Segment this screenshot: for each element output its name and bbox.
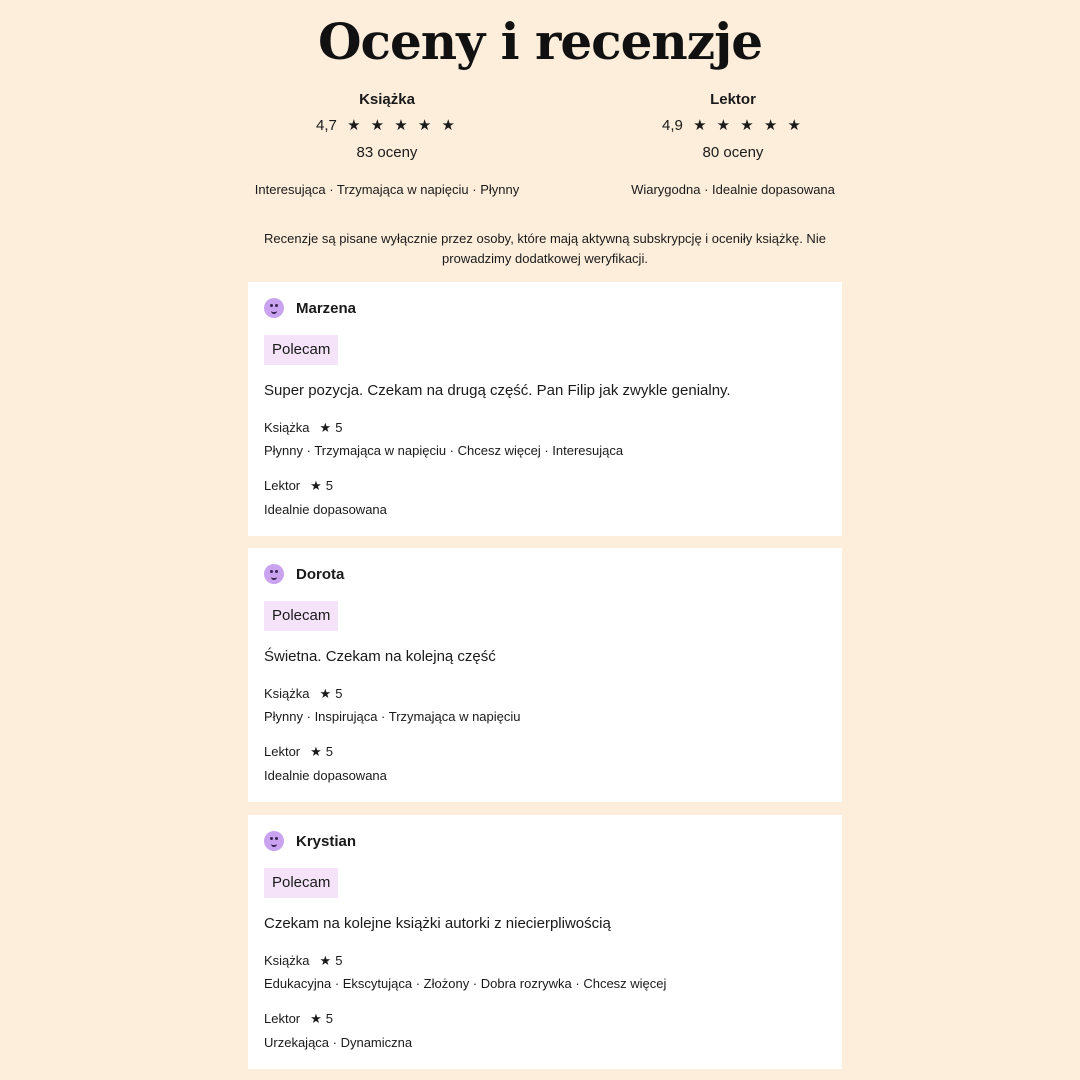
reviewer-header <box>264 830 356 852</box>
book-rating <box>264 684 342 704</box>
book-rating <box>264 951 342 971</box>
book-rating-summary <box>220 88 554 200</box>
reviewer-name: Krystian <box>296 832 357 850</box>
narrator-rating-label: Lektor <box>264 744 301 759</box>
review-text: Czekam na kolejne książki autorki z niecierpliwością <box>264 915 611 932</box>
recommend-badge: Polecam <box>264 335 338 365</box>
book-summary-heading: Książka <box>359 91 415 108</box>
narrator-summary-tags: Wiarygodna · Idealnie dopasowana <box>631 182 835 197</box>
book-rating <box>264 418 342 438</box>
star-icon: ★ <box>310 744 322 759</box>
recommend-badge: Polecam <box>264 601 338 631</box>
avatar-smiley-icon <box>264 298 284 318</box>
star-icon: ★ <box>310 478 322 493</box>
review-card <box>248 548 842 802</box>
narrator-rating-label: Lektor <box>264 478 301 493</box>
book-average-rating <box>220 113 554 139</box>
narrator-tags: Idealnie dopasowana <box>264 502 387 517</box>
book-rating-label: Książka <box>264 686 310 701</box>
book-summary-tags: Interesująca · Trzymająca w napięciu · Płynny <box>254 182 520 197</box>
star-icon: ★ <box>319 420 332 435</box>
book-stars-icon: ★ ★ ★ ★ ★ <box>347 117 458 134</box>
narrator-stars-icon: ★ ★ ★ ★ ★ <box>693 117 804 134</box>
book-tags: Płynny · Trzymająca w napięciu · Chcesz więcej · Interesująca <box>264 443 624 458</box>
narrator-average-rating <box>600 113 866 139</box>
reviewer-header <box>264 563 344 585</box>
narrator-summary-heading: Lektor <box>710 91 756 108</box>
narrator-rating <box>264 742 333 762</box>
reviewer-name: Marzena <box>296 299 357 317</box>
reviewer-name: Dorota <box>296 565 345 583</box>
avatar-smiley-icon <box>264 831 284 851</box>
reviewer-header <box>264 297 356 319</box>
book-rating-value: 5 <box>335 953 343 968</box>
narrator-rating-summary <box>600 88 866 200</box>
avatar-smiley-icon <box>264 564 284 584</box>
book-tags: Płynny · Inspirująca · Trzymająca w napięciu <box>264 709 521 724</box>
narrator-rating-value: 5 <box>325 1011 334 1026</box>
review-text: Super pozycja. Czekam na drugą część. Pan Filip jak zwykle genialny. <box>264 382 731 399</box>
narrator-average-score: 4,9 <box>662 117 683 134</box>
narrator-rating-value: 5 <box>325 478 334 493</box>
star-icon: ★ <box>310 1011 322 1026</box>
review-text: Świetna. Czekam na kolejną część <box>264 648 496 665</box>
narrator-rating <box>264 476 333 496</box>
narrator-tags: Idealnie dopasowana <box>264 768 387 783</box>
narrator-rating-count: 80 oceny <box>702 144 764 161</box>
narrator-rating <box>264 1009 333 1029</box>
narrator-rating-label: Lektor <box>264 1011 301 1026</box>
book-rating-count: 83 oceny <box>356 144 418 161</box>
book-rating-label: Książka <box>264 953 310 968</box>
reviews-disclaimer: Recenzje są pisane wyłącznie przez osoby, które mają aktywną subskrypcję i oceniły książkę. Nie prowadzimy dodatkowej weryfikacji. <box>264 231 826 266</box>
narrator-rating-value: 5 <box>325 744 334 759</box>
narrator-tags: Urzekająca · Dynamiczna <box>264 1035 413 1050</box>
star-icon: ★ <box>319 686 332 701</box>
book-tags: Edukacyjna · Ekscytująca · Złożony · Dobra rozrywka · Chcesz więcej <box>264 976 667 991</box>
book-rating-value: 5 <box>335 420 343 435</box>
review-card <box>248 282 842 536</box>
recommend-badge: Polecam <box>264 868 338 898</box>
page-title: Oceny i recenzje <box>317 12 763 71</box>
book-rating-label: Książka <box>264 420 310 435</box>
book-rating-value: 5 <box>335 686 343 701</box>
review-card <box>248 815 842 1069</box>
star-icon: ★ <box>319 953 332 968</box>
book-average-score: 4,7 <box>316 117 337 134</box>
